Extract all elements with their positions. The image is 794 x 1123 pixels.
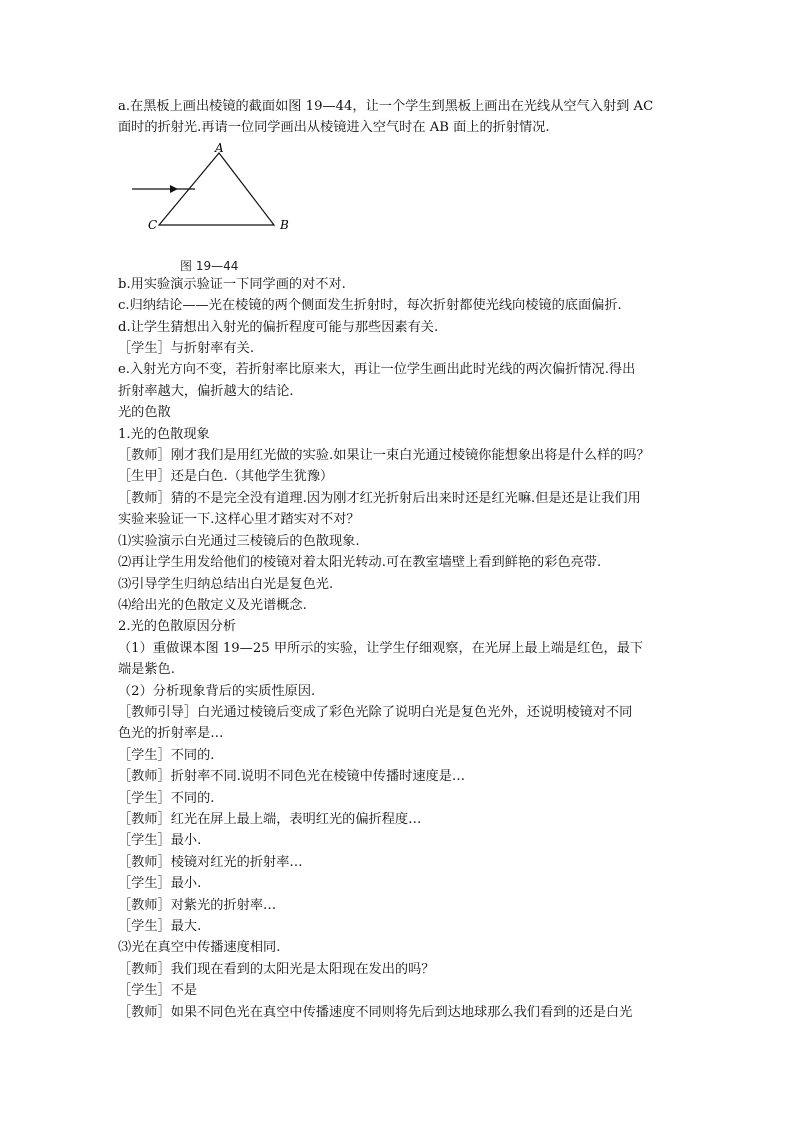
text-line: ［教师］棱镜对红光的折射率…: [118, 854, 303, 870]
vertex-c-label: C: [148, 217, 158, 232]
text-line: ［学生］不同的.: [118, 747, 215, 763]
ray-arrowhead: [170, 185, 178, 193]
text-line: a.在黑板上画出棱镜的截面如图 19—44，让一个学生到黑板上画出在光线从空气入射到 AC: [118, 99, 654, 114]
text-line: ［学生］最小.: [118, 876, 202, 892]
text-line: ［学生］最小.: [118, 833, 202, 849]
text-line: 端是紫色.: [118, 662, 175, 678]
text-line: ［教师］如果不同色光在真空中传播速度不同则将先后到达地球那么我们看到的还是白光: [118, 1004, 633, 1020]
text-line: c.归纳结论——光在棱镜的两个侧面发生折射时，每次折射都使光线向棱镜的底面偏折.: [118, 298, 622, 314]
text-line: （1）重做课本图 19—25 甲所示的实验，让学生仔细观察，在光屏上最上端是红色，最下: [118, 640, 644, 656]
text-line: ⑵再让学生用发给他们的棱镜对着太阳光转动.可在教室墙壁上看到鲜艳的彩色亮带.: [118, 555, 602, 571]
text-line: ［学生］与折射率有关.: [118, 341, 255, 357]
text-line: ［教师引导］白光通过棱镜后变成了彩色光除了说明白光是复色光外，还说明棱镜对不同: [118, 704, 633, 720]
text-line: ［教师］猜的不是完全没有道理.因为刚才红光折射后出来时还是红光嘛.但是还是让我们用: [118, 490, 641, 506]
vertex-a-label: A: [215, 140, 224, 155]
text-line: ⑴实验演示白光通过三棱镜后的色散现象.: [118, 533, 360, 549]
subsection-heading: 1.光的色散现象: [118, 426, 210, 442]
subsection-heading: 2.光的色散原因分析: [118, 619, 237, 635]
text-line: ［教师］我们现在看到的太阳光是太阳现在发出的吗？: [118, 961, 435, 977]
prism-diagram: [118, 141, 318, 274]
text-line: ［学生］最大.: [118, 919, 202, 934]
document-page: [118, 96, 683, 1023]
text-line: ［教师］刚才我们是用红光做的实验.如果让一束白光通过棱镜你能想象出将是什么样的吗？: [118, 448, 650, 464]
text-line: ［生甲］还是白色.（其他学生犹豫）: [118, 469, 334, 485]
intro-paragraph: [118, 96, 683, 139]
vertex-b-label: B: [280, 217, 289, 232]
text-line: ［学生］不是: [118, 983, 198, 999]
section-heading: 光的色散: [118, 405, 171, 421]
text-line: d.让学生猜想出入射光的偏折程度可能与那些因素有关.: [118, 319, 439, 335]
text-line: ⑶引导学生归纳总结出白光是复色光.: [118, 576, 334, 592]
text-line: ［教师］红光在屏上最上端，表明红光的偏折程度…: [118, 811, 422, 827]
text-line: 实验来验证一下.这样心里才踏实对不对？: [118, 512, 360, 528]
figure-caption: 图 19—44: [180, 258, 239, 273]
text-line: ［教师］折射率不同.说明不同色光在棱镜中传播时速度是…: [118, 769, 466, 785]
text-line: e.入射光方向不变，若折射率比原来大，再让一位学生画出此时光线的两次偏折情况.得出: [118, 362, 636, 378]
text-line: （2）分析现象背后的实质性原因.: [118, 683, 316, 699]
text-line: 色光的折射率是…: [118, 726, 224, 742]
text-line: 面时的折射光.再请一位同学画出从棱镜进入空气时在 AB 面上的折射情况.: [118, 120, 550, 136]
text-line: ［教师］对紫光的折射率…: [118, 897, 277, 913]
text-line: ［学生］不同的.: [118, 790, 215, 806]
text-line: ⑶光在真空中传播速度相同.: [118, 940, 281, 956]
prism-figure: [118, 141, 683, 274]
body-text: [118, 274, 683, 1023]
text-line: b.用实验演示验证一下同学画的对不对.: [118, 276, 346, 292]
text-line: 折射率越大，偏折越大的结论.: [118, 383, 294, 399]
text-line: ⑷给出光的色散定义及光谱概念.: [118, 597, 307, 613]
